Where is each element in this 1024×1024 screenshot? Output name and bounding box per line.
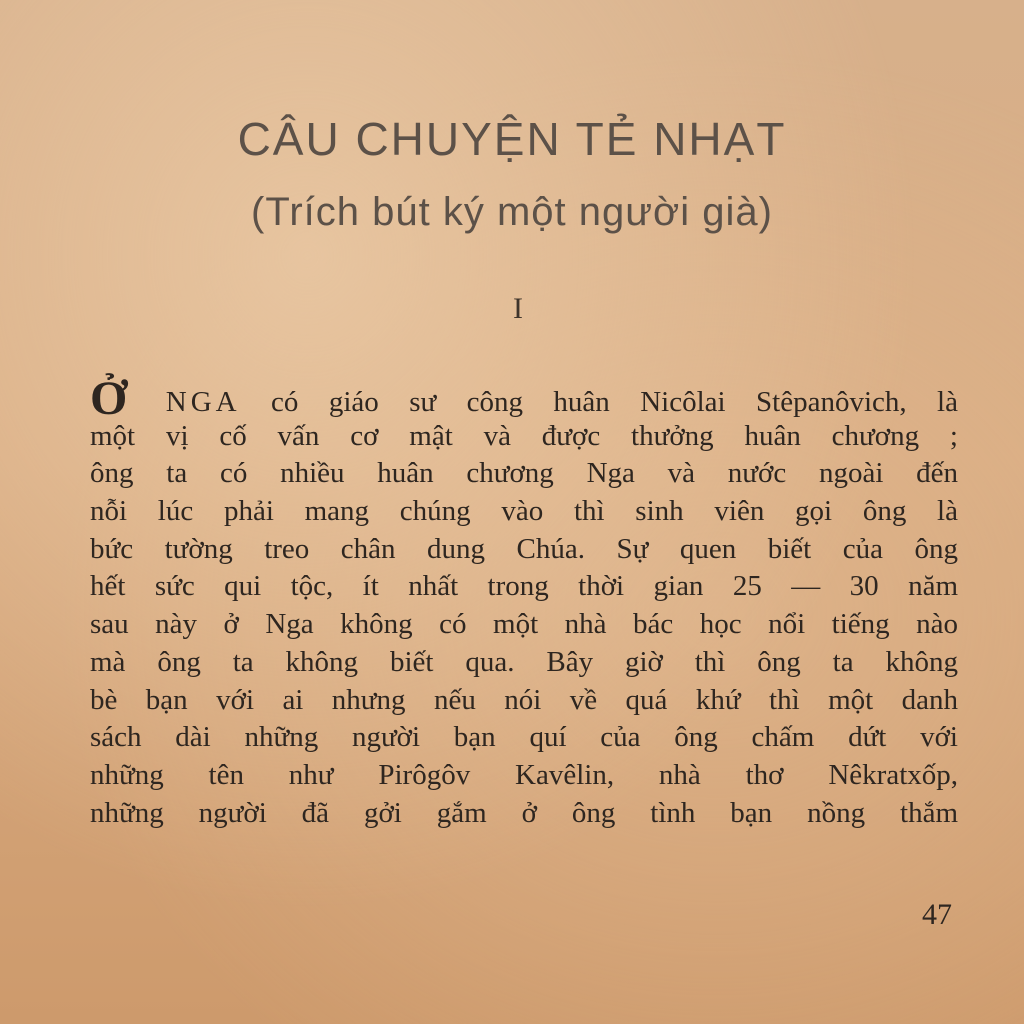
chapter-subtitle: (Trích bút ký một người già) (251, 190, 773, 234)
text-line: ông ta có nhiều huân chương Nga và nước ngoài đến (90, 457, 958, 490)
text-line: những tên như Pirôgôv Kavêlin, nhà thơ Nêkratxốp, (90, 758, 958, 791)
text-line: một vị cố vấn cơ mật và được thưởng huân chương ; (90, 419, 958, 452)
first-line-rest: có giáo sư công huân Nicôlai Stêpanôvich, là (240, 386, 958, 418)
text-line: nỗi lúc phải mang chúng vào thì sinh viên gọi ông là (90, 495, 958, 528)
text-line: bức tường treo chân dung Chúa. Sự quen biết của ông (90, 532, 958, 565)
page-number: 47 (922, 898, 952, 931)
first-line-lead: NGA (131, 386, 241, 418)
text-line: bè bạn với ai nhưng nếu nói về quá khứ thì một danh (90, 683, 958, 716)
text-line: hết sức qui tộc, ít nhất trong thời gian 25 — 30 năm (90, 570, 958, 603)
section-number: I (513, 292, 523, 325)
text-line: mà ông ta không biết qua. Bây giờ thì ông ta không (90, 645, 958, 678)
text-line: những người đã gởi gắm ở ông tình bạn nồng thắm (90, 796, 958, 829)
text-line (90, 372, 958, 425)
body-paragraph (90, 372, 958, 832)
chapter-title: CÂU CHUYỆN TẺ NHẠT (237, 113, 787, 165)
drop-cap: Ở (90, 372, 128, 425)
text-line: sách dài những người bạn quí của ông chấm dứt với (90, 721, 958, 754)
text-line: sau này ở Nga không có một nhà bác học nổi tiếng nào (90, 608, 958, 641)
